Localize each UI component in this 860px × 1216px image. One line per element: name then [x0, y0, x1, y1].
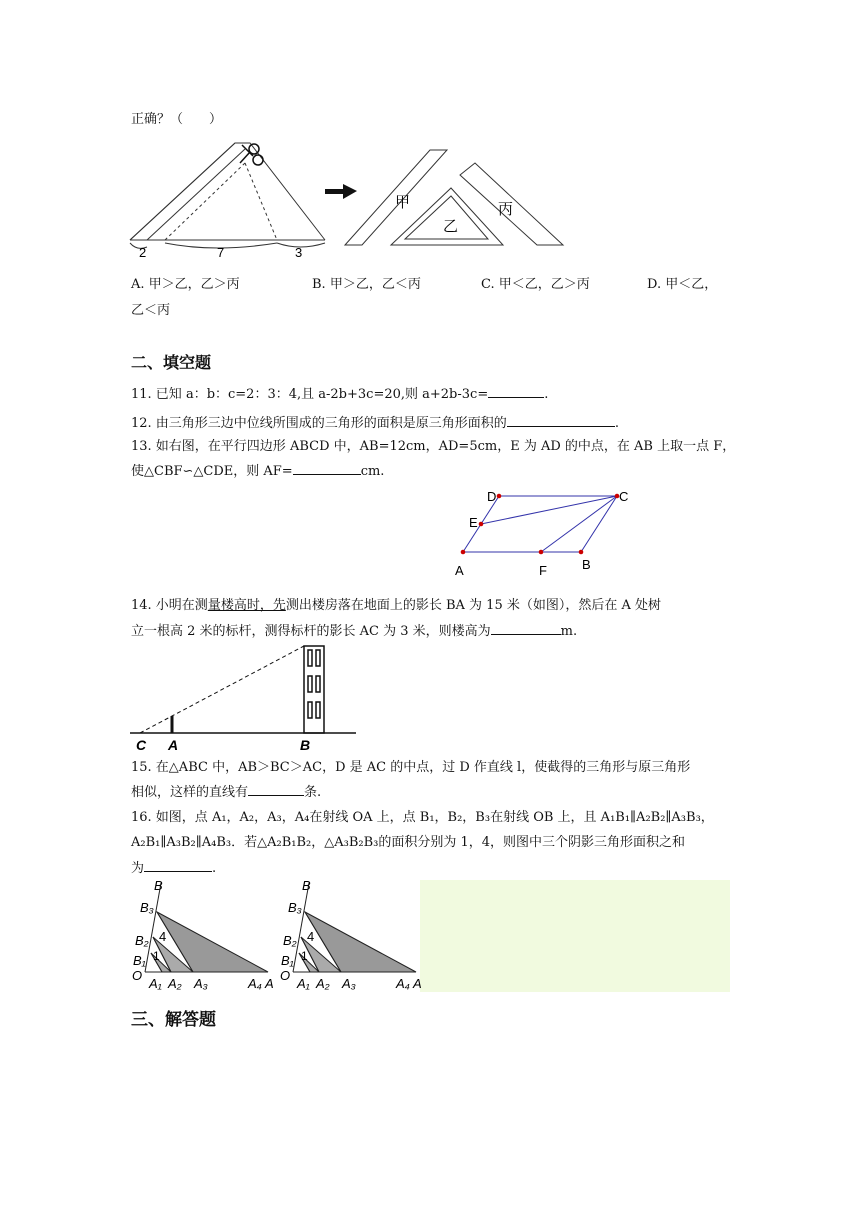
q13-line1-b: AB=12cm，AD=5cm，E 为 AD 的中点，在 AB 上取一点 F， — [359, 439, 736, 454]
q12-blank[interactable] — [507, 413, 615, 427]
q10-option-d-cont: 乙＜丙 — [131, 303, 171, 318]
svg-text:A₁: A₁ — [297, 976, 310, 991]
svg-text:B: B — [302, 878, 311, 893]
q11-tail: . — [544, 387, 549, 402]
q16-line1: 16. 如图，点 A₁，A₂，A₃，A₄在射线 OA 上，点 B₁，B₂，B₃在射线 OB 上，且 A₁B₁∥A₂B₂∥A₃B₃， — [131, 810, 714, 825]
building-icon — [304, 646, 324, 733]
svg-text:2: 2 — [139, 245, 147, 260]
q13-line1 — [131, 437, 735, 457]
q13-tail: cm. — [360, 464, 385, 479]
scissors-icon — [240, 144, 263, 165]
svg-text:1: 1 — [153, 949, 160, 963]
q16-line2: A₂B₁∥A₃B₂∥A₄B₃．若△A₂B₁B₂，△A₃B₂B₃的面积分别为 1，4，则图中三个阴影三角形面积之和 — [131, 835, 686, 850]
svg-text:D: D — [487, 489, 497, 504]
q14-line1-underlined: 量楼高时，先 — [207, 598, 286, 613]
svg-text:B: B — [300, 737, 311, 753]
q14-line1 — [131, 596, 661, 616]
svg-text:A₃: A₃ — [342, 976, 356, 991]
q14-tail: m. — [560, 624, 578, 639]
arrow-icon — [325, 184, 357, 199]
svg-text:E: E — [469, 515, 478, 530]
q10-stem-tail: 正确？（ ） — [131, 112, 223, 127]
svg-text:A: A — [455, 563, 464, 578]
q14-line1-b: 测出楼房落在地面上的影长 BA 为 15 米（如图），然后在 A 处树 — [285, 598, 661, 613]
svg-text:A₂: A₂ — [316, 976, 330, 991]
svg-text:B: B — [154, 878, 163, 893]
svg-text:乙: 乙 — [443, 218, 459, 235]
q15-tail: 条. — [304, 785, 322, 800]
svg-text:A: A — [168, 737, 179, 753]
svg-text:A₃: A₃ — [194, 976, 208, 991]
section-title-fill-in: 二、填空题 — [131, 353, 212, 372]
svg-text:B₂: B₂ — [135, 933, 149, 948]
q13-line2-stem: 使△CBF∽△CDE，则 AF= — [131, 464, 293, 479]
svg-text:B₃: B₃ — [140, 900, 154, 915]
svg-text:3: 3 — [295, 245, 303, 260]
q10-option-d: D. 甲＜乙， — [647, 277, 718, 292]
svg-text:甲: 甲 — [395, 194, 411, 211]
q11-stem: 11. 已知 a：b：c=2：3：4,且 a-2b+3c=20,则 a+2b-3c= — [131, 387, 489, 402]
q10-option-b: B. 甲＞乙，乙＜丙 — [312, 277, 421, 292]
q15-line1: 15. 在△ABC 中，AB＞BC＞AC，D 是 AC 的中点，过 D 作直线 l，使截得的三角形与原三角形 — [131, 760, 691, 775]
svg-text:A₂: A₂ — [168, 976, 182, 991]
svg-text:A: A — [265, 976, 274, 991]
svg-text:B₁: B₁ — [281, 953, 294, 968]
q16-figure-2 — [278, 878, 420, 994]
q13-line1-a: 13. 如右图，在平行四边形 ABCD 中， — [131, 439, 360, 454]
svg-text:7: 7 — [217, 245, 225, 260]
svg-text:B₂: B₂ — [283, 933, 297, 948]
svg-text:4: 4 — [159, 929, 167, 944]
q10-option-c: C. 甲＜乙，乙＞丙 — [481, 277, 590, 292]
svg-text:A: A — [413, 976, 422, 991]
q15-blank[interactable] — [248, 782, 304, 796]
q16-line3 — [131, 858, 216, 879]
q10-option-a: A. 甲＞乙，乙＞丙 — [131, 277, 240, 292]
q16-figure-1 — [130, 878, 272, 994]
svg-text:A₁: A₁ — [149, 976, 162, 991]
q14-line1-a: 14. 小明在测 — [131, 598, 208, 613]
q14-blank[interactable] — [491, 621, 561, 635]
q14-line2-stem: 立一根高 2 米的标杆，测得标杆的影长 AC 为 3 米，则楼高为 — [131, 624, 491, 639]
q13-blank[interactable] — [293, 461, 361, 475]
q16-blank-panel — [420, 880, 730, 992]
svg-text:B₁: B₁ — [133, 953, 146, 968]
svg-text:C: C — [136, 737, 147, 753]
svg-text:C: C — [619, 489, 629, 504]
svg-text:F: F — [539, 563, 547, 578]
q12-text — [131, 413, 619, 434]
q11-text — [131, 384, 548, 405]
q13-parallelogram-figure — [445, 485, 645, 580]
q13-line2 — [131, 461, 384, 482]
svg-text:O: O — [132, 968, 143, 983]
svg-text:A₄: A₄ — [248, 976, 262, 991]
q16-tail: . — [212, 861, 217, 876]
q14-building-figure — [128, 640, 368, 755]
q16-line3-stem: 为 — [131, 861, 145, 876]
svg-text:O: O — [280, 968, 291, 983]
q16-blank[interactable] — [144, 858, 212, 872]
q12-stem: 12. 由三角形三边中位线所围成的三角形的面积是原三角形面积的 — [131, 416, 507, 431]
q12-tail: . — [614, 416, 619, 431]
q14-line2 — [131, 621, 577, 642]
svg-text:B₃: B₃ — [288, 900, 302, 915]
q15-line2 — [131, 782, 321, 803]
section-title-answer: 三、解答题 — [131, 1010, 216, 1030]
svg-text:B: B — [582, 557, 591, 572]
q10-figure — [125, 135, 605, 265]
svg-text:丙: 丙 — [498, 201, 514, 218]
svg-text:1: 1 — [301, 949, 308, 963]
q11-blank[interactable] — [488, 384, 544, 398]
svg-text:4: 4 — [307, 929, 315, 944]
q15-line2-stem: 相似，这样的直线有 — [131, 785, 249, 800]
svg-text:A₄: A₄ — [396, 976, 410, 991]
